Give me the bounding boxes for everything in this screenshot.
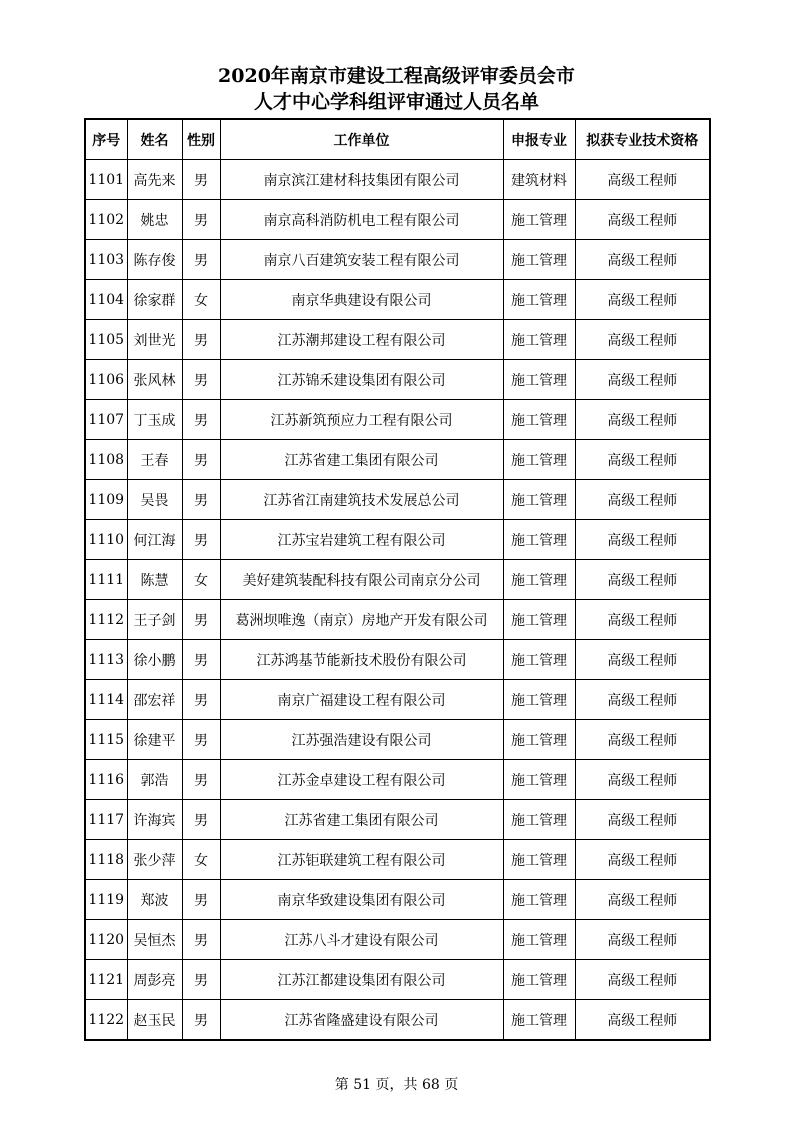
cell-qualification: 高级工程师: [575, 840, 710, 880]
cell-qualification: 高级工程师: [575, 560, 710, 600]
cell-employer: 江苏宝岩建筑工程有限公司: [220, 520, 503, 560]
cell-specialty: 施工管理: [503, 1000, 575, 1041]
header-gender: 性别: [182, 119, 220, 160]
cell-gender: 男: [182, 360, 220, 400]
cell-serial: 1104: [85, 280, 127, 320]
cell-name: 何江海: [127, 520, 182, 560]
table-row: [85, 1000, 710, 1041]
table-row: [85, 560, 710, 600]
cell-serial: 1109: [85, 480, 127, 520]
table-row: [85, 640, 710, 680]
cell-serial: 1110: [85, 520, 127, 560]
table-row: [85, 160, 710, 200]
cell-name: 张少萍: [127, 840, 182, 880]
table-row: [85, 720, 710, 760]
cell-name: 赵玉民: [127, 1000, 182, 1041]
header-employer: 工作单位: [220, 119, 503, 160]
cell-employer: 南京华致建设集团有限公司: [220, 880, 503, 920]
cell-name: 张风林: [127, 360, 182, 400]
cell-gender: 男: [182, 880, 220, 920]
cell-qualification: 高级工程师: [575, 960, 710, 1000]
cell-qualification: 高级工程师: [575, 880, 710, 920]
cell-gender: 男: [182, 240, 220, 280]
cell-serial: 1120: [85, 920, 127, 960]
cell-gender: 男: [182, 600, 220, 640]
cell-serial: 1101: [85, 160, 127, 200]
cell-gender: 男: [182, 440, 220, 480]
cell-gender: 男: [182, 800, 220, 840]
cell-employer: 江苏省江南建筑技术发展总公司: [220, 480, 503, 520]
cell-name: 许海宾: [127, 800, 182, 840]
cell-qualification: 高级工程师: [575, 480, 710, 520]
cell-serial: 1119: [85, 880, 127, 920]
cell-gender: 男: [182, 480, 220, 520]
cell-gender: 男: [182, 960, 220, 1000]
cell-name: 郑波: [127, 880, 182, 920]
cell-employer: 江苏省建工集团有限公司: [220, 800, 503, 840]
cell-employer: 美好建筑装配科技有限公司南京分公司: [220, 560, 503, 600]
cell-name: 丁玉成: [127, 400, 182, 440]
cell-serial: 1121: [85, 960, 127, 1000]
table-row: [85, 760, 710, 800]
table-row: [85, 600, 710, 640]
cell-specialty: 施工管理: [503, 760, 575, 800]
table-row: [85, 320, 710, 360]
cell-name: 徐建平: [127, 720, 182, 760]
cell-qualification: 高级工程师: [575, 600, 710, 640]
cell-serial: 1114: [85, 680, 127, 720]
cell-qualification: 高级工程师: [575, 360, 710, 400]
cell-employer: 江苏锦禾建设集团有限公司: [220, 360, 503, 400]
table-row: [85, 200, 710, 240]
cell-specialty: 施工管理: [503, 600, 575, 640]
header-qualification: 拟获专业技术资格: [575, 119, 710, 160]
cell-gender: 女: [182, 840, 220, 880]
table-row: [85, 840, 710, 880]
table-row: [85, 360, 710, 400]
cell-gender: 男: [182, 680, 220, 720]
cell-name: 王春: [127, 440, 182, 480]
cell-name: 周彭亮: [127, 960, 182, 1000]
cell-employer: 南京华典建设有限公司: [220, 280, 503, 320]
cell-specialty: 施工管理: [503, 880, 575, 920]
cell-employer: 南京广福建设工程有限公司: [220, 680, 503, 720]
cell-specialty: 施工管理: [503, 800, 575, 840]
header-name: 姓名: [127, 119, 182, 160]
cell-serial: 1116: [85, 760, 127, 800]
cell-employer: 江苏潮邦建设工程有限公司: [220, 320, 503, 360]
cell-specialty: 施工管理: [503, 320, 575, 360]
cell-name: 吴畏: [127, 480, 182, 520]
table-row: [85, 920, 710, 960]
cell-employer: 江苏钜联建筑工程有限公司: [220, 840, 503, 880]
table-row: [85, 280, 710, 320]
cell-specialty: 施工管理: [503, 840, 575, 880]
cell-employer: 江苏八斗才建设有限公司: [220, 920, 503, 960]
cell-specialty: 施工管理: [503, 440, 575, 480]
table-row: [85, 440, 710, 480]
document-title-line-1: 2020年南京市建设工程高级评审委员会市: [218, 65, 575, 87]
cell-specialty: 施工管理: [503, 200, 575, 240]
cell-specialty: 施工管理: [503, 280, 575, 320]
table-row: [85, 880, 710, 920]
cell-specialty: 施工管理: [503, 240, 575, 280]
cell-employer: 江苏新筑预应力工程有限公司: [220, 400, 503, 440]
cell-gender: 男: [182, 520, 220, 560]
cell-serial: 1115: [85, 720, 127, 760]
cell-gender: 男: [182, 920, 220, 960]
cell-specialty: 施工管理: [503, 680, 575, 720]
cell-name: 邵宏祥: [127, 680, 182, 720]
document-title-line-2: 人才中心学科组评审通过人员名单: [253, 91, 539, 113]
cell-specialty: 施工管理: [503, 400, 575, 440]
cell-specialty: 施工管理: [503, 480, 575, 520]
cell-employer: 南京八百建筑安装工程有限公司: [220, 240, 503, 280]
cell-qualification: 高级工程师: [575, 400, 710, 440]
cell-serial: 1108: [85, 440, 127, 480]
cell-specialty: 施工管理: [503, 520, 575, 560]
cell-serial: 1102: [85, 200, 127, 240]
cell-gender: 男: [182, 760, 220, 800]
cell-qualification: 高级工程师: [575, 680, 710, 720]
cell-gender: 男: [182, 640, 220, 680]
cell-serial: 1105: [85, 320, 127, 360]
cell-serial: 1112: [85, 600, 127, 640]
cell-qualification: 高级工程师: [575, 640, 710, 680]
cell-employer: 江苏省建工集团有限公司: [220, 440, 503, 480]
table-row: [85, 400, 710, 440]
cell-name: 陈慧: [127, 560, 182, 600]
personnel-table: [84, 118, 711, 1041]
header-serial: 序号: [85, 119, 127, 160]
cell-gender: 男: [182, 1000, 220, 1041]
cell-specialty: 施工管理: [503, 640, 575, 680]
cell-serial: 1118: [85, 840, 127, 880]
cell-specialty: 施工管理: [503, 920, 575, 960]
cell-serial: 1111: [85, 560, 127, 600]
cell-serial: 1117: [85, 800, 127, 840]
cell-specialty: 施工管理: [503, 960, 575, 1000]
cell-name: 王子剑: [127, 600, 182, 640]
cell-specialty: 施工管理: [503, 360, 575, 400]
cell-gender: 男: [182, 160, 220, 200]
cell-employer: 江苏鸿基节能新技术股份有限公司: [220, 640, 503, 680]
cell-gender: 男: [182, 320, 220, 360]
cell-qualification: 高级工程师: [575, 720, 710, 760]
cell-name: 郭浩: [127, 760, 182, 800]
table-row: [85, 800, 710, 840]
cell-name: 徐家群: [127, 280, 182, 320]
cell-qualification: 高级工程师: [575, 800, 710, 840]
cell-qualification: 高级工程师: [575, 280, 710, 320]
cell-name: 陈存俊: [127, 240, 182, 280]
cell-qualification: 高级工程师: [575, 200, 710, 240]
cell-gender: 男: [182, 720, 220, 760]
cell-specialty: 建筑材料: [503, 160, 575, 200]
cell-specialty: 施工管理: [503, 720, 575, 760]
cell-gender: 女: [182, 280, 220, 320]
page-footer: 第 51 页，共 68 页: [334, 1077, 459, 1093]
cell-employer: 江苏强浩建设有限公司: [220, 720, 503, 760]
cell-specialty: 施工管理: [503, 560, 575, 600]
cell-qualification: 高级工程师: [575, 760, 710, 800]
cell-qualification: 高级工程师: [575, 240, 710, 280]
cell-gender: 男: [182, 400, 220, 440]
cell-employer: 江苏金卓建设工程有限公司: [220, 760, 503, 800]
cell-qualification: 高级工程师: [575, 520, 710, 560]
cell-serial: 1106: [85, 360, 127, 400]
cell-employer: 江苏江都建设集团有限公司: [220, 960, 503, 1000]
table-row: [85, 680, 710, 720]
cell-name: 徐小鹏: [127, 640, 182, 680]
cell-qualification: 高级工程师: [575, 920, 710, 960]
cell-qualification: 高级工程师: [575, 1000, 710, 1041]
header-specialty: 申报专业: [503, 119, 575, 160]
cell-name: 姚忠: [127, 200, 182, 240]
table-header-row: [85, 119, 710, 160]
cell-qualification: 高级工程师: [575, 160, 710, 200]
cell-serial: 1107: [85, 400, 127, 440]
table-row: [85, 480, 710, 520]
cell-qualification: 高级工程师: [575, 440, 710, 480]
cell-employer: 南京滨江建材科技集团有限公司: [220, 160, 503, 200]
cell-serial: 1122: [85, 1000, 127, 1041]
table-row: [85, 520, 710, 560]
cell-qualification: 高级工程师: [575, 320, 710, 360]
cell-gender: 女: [182, 560, 220, 600]
cell-name: 高先来: [127, 160, 182, 200]
cell-gender: 男: [182, 200, 220, 240]
cell-employer: 江苏省隆盛建设有限公司: [220, 1000, 503, 1041]
cell-serial: 1103: [85, 240, 127, 280]
cell-serial: 1113: [85, 640, 127, 680]
table-row: [85, 960, 710, 1000]
cell-name: 刘世光: [127, 320, 182, 360]
cell-employer: 葛洲坝唯逸（南京）房地产开发有限公司: [220, 600, 503, 640]
cell-employer: 南京高科消防机电工程有限公司: [220, 200, 503, 240]
cell-name: 吴恒杰: [127, 920, 182, 960]
table-row: [85, 240, 710, 280]
